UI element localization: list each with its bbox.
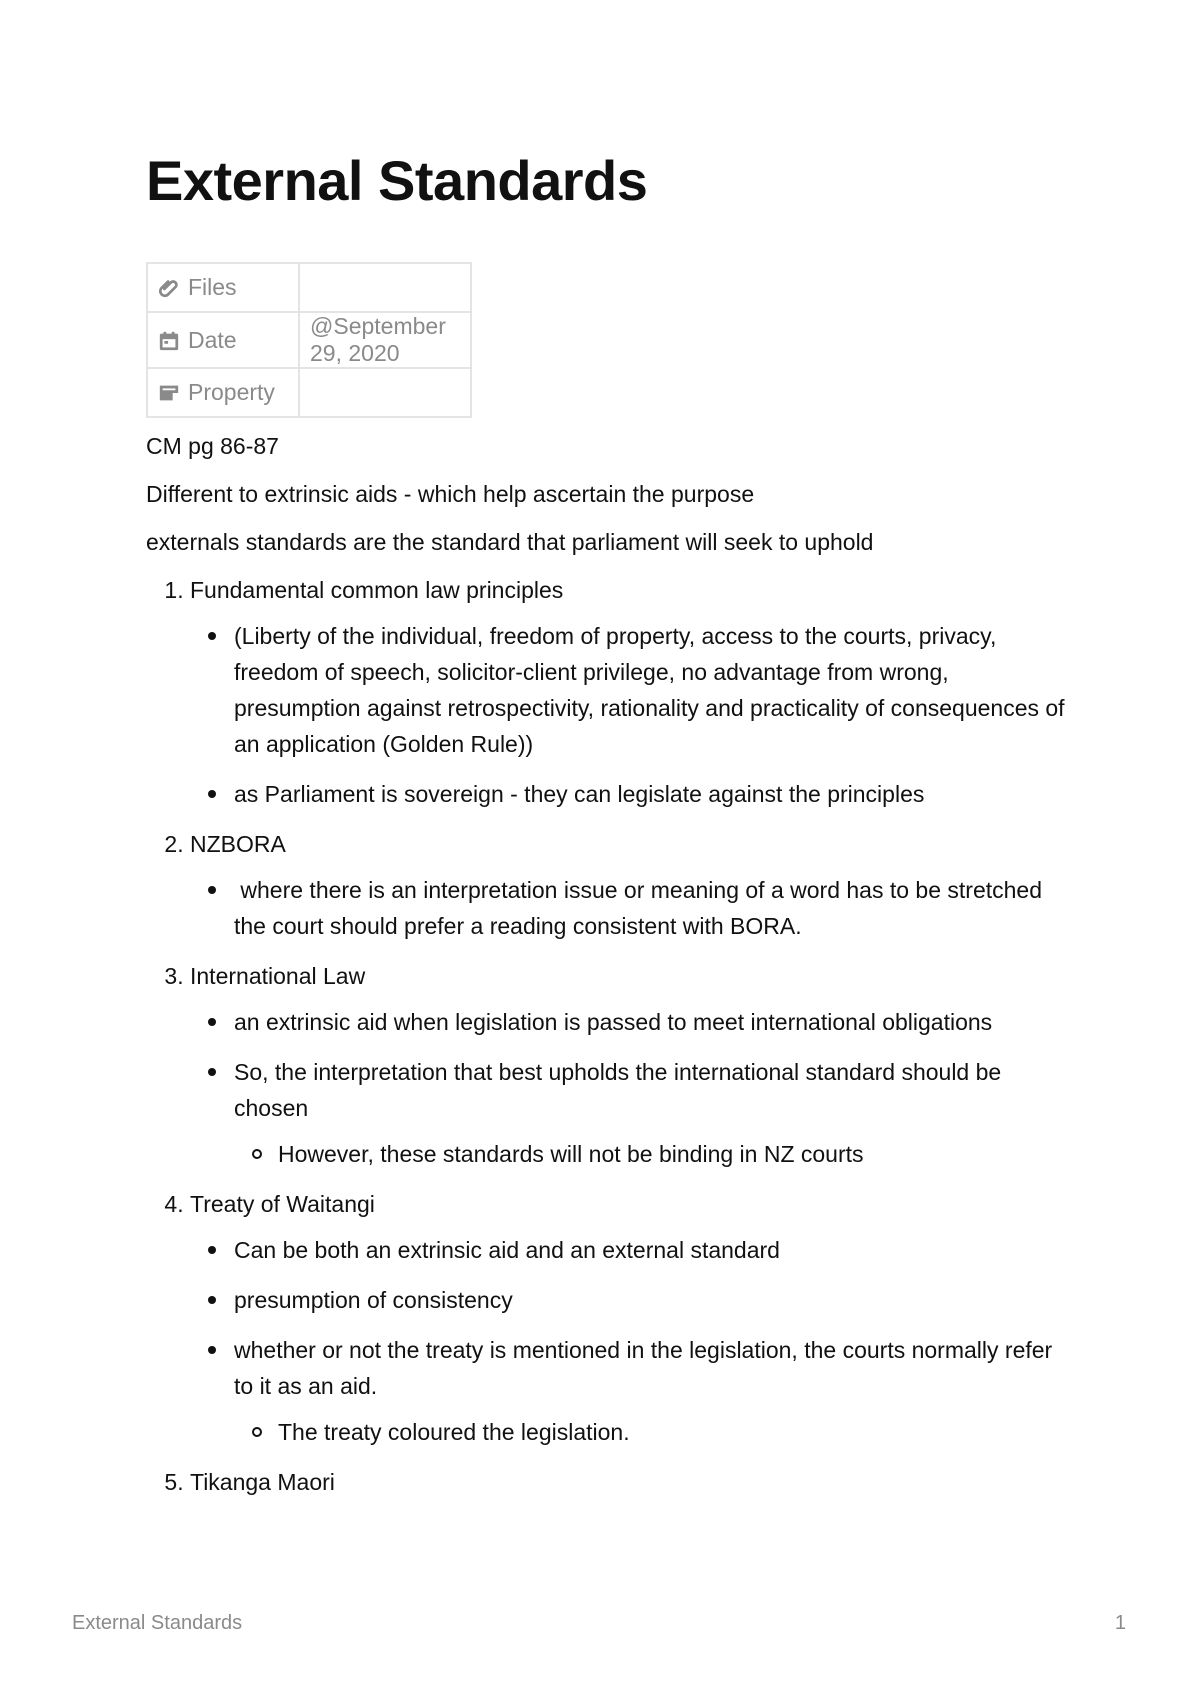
property-value xyxy=(299,368,471,417)
bullet-list xyxy=(190,1232,1066,1450)
list-item xyxy=(190,1464,1066,1500)
bullet-item: an extrinsic aid when legislation is passed to meet international obligations xyxy=(234,1004,1066,1040)
bullet-text: whether or not the treaty is mentioned in the legislation, the courts normally refer to it as an aid. xyxy=(234,1337,1053,1399)
bullet-item xyxy=(234,1054,1066,1172)
property-row-property xyxy=(147,368,471,417)
list-item xyxy=(190,1186,1066,1450)
bullet-text: So, the interpretation that best upholds the international standard should be chosen xyxy=(234,1059,1002,1121)
list-item-label: International Law xyxy=(190,963,366,989)
bullet-item xyxy=(234,1332,1066,1450)
property-row-files xyxy=(147,263,471,312)
calendar-icon xyxy=(158,330,180,352)
bullet-item: (Liberty of the individual, freedom of property, access to the courts, privacy, freedom of speech, solicitor-client privilege, no advantage from wrong, presumption against retrospectivity, rationality and practicality of consequences of an application (Golden Rule)) xyxy=(234,618,1066,762)
bullet-item: where there is an interpretation issue or meaning of a word has to be stretched the court should prefer a reading consistent with BORA. xyxy=(234,872,1066,944)
paragraph: Different to extrinsic aids - which help ascertain the purpose xyxy=(146,481,755,507)
bullet-list xyxy=(190,872,1066,944)
list-item-label: Fundamental common law principles xyxy=(190,577,564,603)
paragraph: externals standards are the standard that parliament will seek to uphold xyxy=(146,529,874,555)
paragraph: CM pg 86-87 xyxy=(146,433,279,459)
nested-bullet-list xyxy=(234,1414,1066,1450)
list-icon xyxy=(158,382,180,404)
bullet-list xyxy=(190,1004,1066,1172)
list-item xyxy=(190,572,1066,812)
nested-bullet-item: However, these standards will not be binding in NZ courts xyxy=(278,1136,1066,1172)
footer-title: External Standards xyxy=(72,1612,243,1634)
list-item xyxy=(190,958,1066,1172)
properties-table xyxy=(146,262,472,418)
page-number: 1 xyxy=(1114,1612,1126,1634)
list-item-label: NZBORA xyxy=(190,831,286,857)
property-key: Property xyxy=(188,379,275,405)
list-item-label: Tikanga Maori xyxy=(190,1469,335,1495)
nested-bullet-item: The treaty coloured the legislation. xyxy=(278,1414,1066,1450)
bullet-item: as Parliament is sovereign - they can legislate against the principles xyxy=(234,776,1066,812)
property-value xyxy=(299,263,471,312)
property-key: Date xyxy=(188,326,237,353)
property-key: Files xyxy=(188,274,237,300)
bullet-item: Can be both an extrinsic aid and an external standard xyxy=(234,1232,1066,1268)
numbered-list xyxy=(146,572,1066,1500)
list-item xyxy=(190,826,1066,944)
property-row-date xyxy=(147,312,471,368)
document-body xyxy=(146,428,1066,1514)
nested-bullet-list xyxy=(234,1136,1066,1172)
paperclip-icon xyxy=(158,277,180,299)
page-title: External Standards xyxy=(146,149,648,212)
bullet-list xyxy=(190,618,1066,812)
bullet-item: presumption of consistency xyxy=(234,1282,1066,1318)
list-item-label: Treaty of Waitangi xyxy=(190,1191,375,1217)
property-value[interactable]: @September 29, 2020 xyxy=(299,312,471,368)
